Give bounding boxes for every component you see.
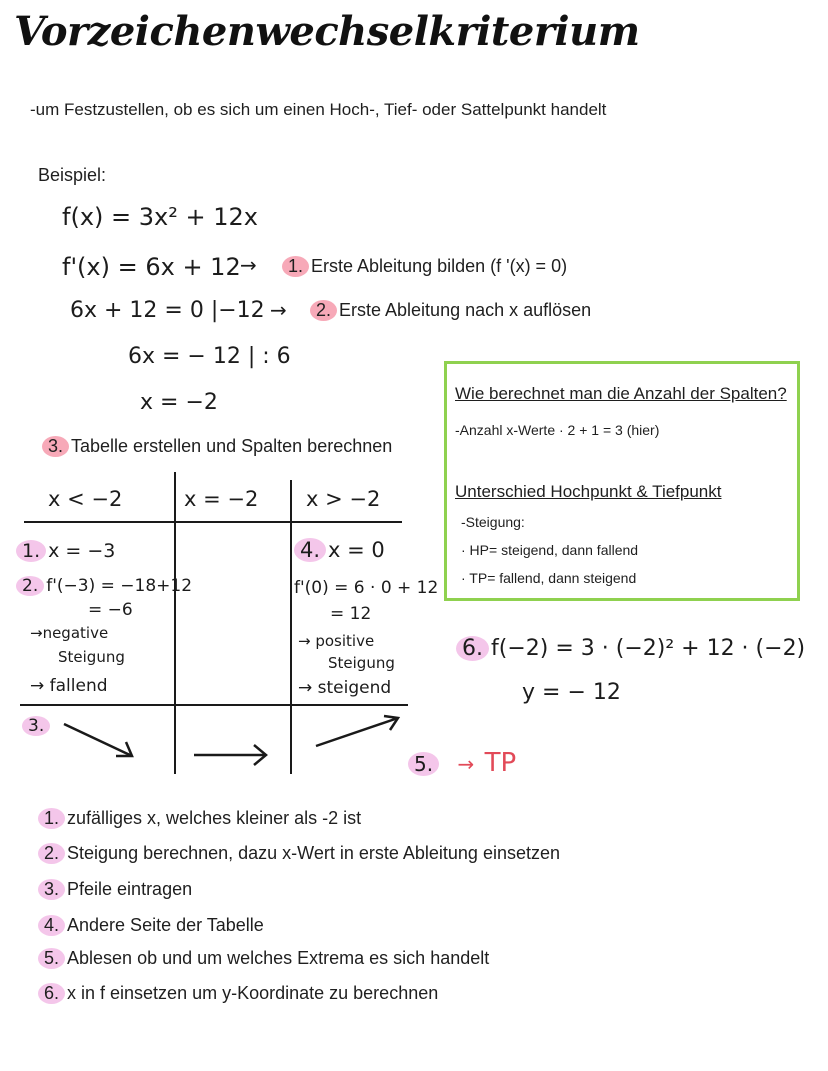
steps-item-2-text: Steigung berechnen, dazu x-Wert in erste Ableitung einsetzen <box>67 843 560 863</box>
info-hp-line: · HP= steigend, dann fallend <box>461 542 639 558</box>
step3-number: 3. <box>42 436 69 457</box>
right-step4 <box>294 538 385 562</box>
right-note-positive: → positive <box>298 632 375 650</box>
info-slope-label: -Steigung: <box>461 514 525 530</box>
info-box <box>444 361 800 601</box>
info-tp-line: · TP= fallend, dann steigend <box>461 570 637 586</box>
steps-item-6 <box>38 983 438 1004</box>
left-calc: f'(−3) = −18+12 <box>46 576 193 596</box>
left-note-slope: Steigung <box>58 648 125 666</box>
step5-row <box>408 748 516 778</box>
x-solution: x = −2 <box>140 390 218 415</box>
steps-item-3-number: 3. <box>38 879 65 900</box>
table-header-right: x > −2 <box>306 487 381 511</box>
step3-text: Tabelle erstellen und Spalten berechnen <box>71 436 393 456</box>
arrow-right-icon <box>192 740 272 770</box>
left-note-negative: →negative <box>30 624 109 642</box>
steps-item-5 <box>38 948 489 969</box>
left-step1 <box>16 540 115 562</box>
info-heading-columns: Wie berechnet man die Anzahl der Spalten? <box>455 384 787 403</box>
right-note-slope: Steigung <box>328 654 395 672</box>
info-heading-difference: Unterschied Hochpunkt & Tiefpunkt <box>455 482 722 501</box>
table-header-line <box>24 521 402 523</box>
row3-label <box>22 716 52 736</box>
steps-item-4 <box>38 915 264 936</box>
steps-item-1 <box>38 808 361 829</box>
left-x-value: x = −3 <box>48 540 116 562</box>
step5-arrow: → <box>457 752 475 776</box>
left-step2-number: 2. <box>16 576 44 596</box>
steps-item-3 <box>38 879 192 900</box>
table-header-mid: x = −2 <box>184 487 259 511</box>
right-step4-number: 4. <box>294 538 326 562</box>
step6-number: 6. <box>456 636 489 661</box>
left-note-falling: → fallend <box>30 676 108 696</box>
step1-annotation <box>282 256 567 277</box>
steps-item-4-text: Andere Seite der Tabelle <box>67 915 264 935</box>
derivative-line: f'(x) = 6x + 12 <box>62 253 241 281</box>
steps-item-5-text: Ablesen ob und um welches Extrema es sich handelt <box>67 948 490 968</box>
divide-line: 6x = − 12 | : 6 <box>128 344 291 369</box>
step2-number: 2. <box>310 300 337 321</box>
steps-item-4-number: 4. <box>38 915 65 936</box>
step2-annotation <box>310 300 591 321</box>
row3-number: 3. <box>22 716 50 736</box>
steps-item-2 <box>38 843 560 864</box>
steps-item-5-number: 5. <box>38 948 65 969</box>
left-step1-number: 1. <box>16 540 46 562</box>
page-title: Vorzeichenwechselkriterium <box>14 8 640 55</box>
step5-result: TP <box>484 748 517 778</box>
right-calc-result: = 12 <box>330 604 372 624</box>
info-columns-formula: -Anzahl x-Werte · 2 + 1 = 3 (hier) <box>455 422 660 438</box>
function-line: f(x) = 3x² + 12x <box>62 203 258 231</box>
steps-item-3-text: Pfeile eintragen <box>67 879 193 899</box>
step6-formula-row <box>456 636 805 661</box>
equation-line: 6x + 12 = 0 |−12 <box>70 298 265 323</box>
steps-item-2-number: 2. <box>38 843 65 864</box>
table-row-line <box>20 704 408 706</box>
step1-text: Erste Ableitung bilden (f '(x) = 0) <box>311 256 568 276</box>
example-label: Beispiel: <box>38 165 107 185</box>
arrow-step1: → <box>240 253 257 277</box>
steps-item-1-text: zufälliges x, welches kleiner als -2 ist <box>67 808 362 828</box>
table-divider-1 <box>174 472 176 774</box>
arrow-step2: → <box>270 298 287 322</box>
step6-formula: f(−2) = 3 · (−2)² + 12 · (−2) <box>491 636 806 661</box>
subtitle: -um Festzustellen, ob es sich um einen Hoch-, Tief- oder Sattelpunkt handelt <box>30 100 607 119</box>
steps-item-6-text: x in f einsetzen um y-Koordinate zu berechnen <box>67 983 439 1003</box>
step5-number: 5. <box>408 752 439 776</box>
right-calc: f'(0) = 6 · 0 + 12 <box>294 578 439 598</box>
table-divider-2 <box>290 480 292 774</box>
arrow-up-icon <box>312 712 404 752</box>
steps-item-6-number: 6. <box>38 983 65 1004</box>
step6-result: y = − 12 <box>522 680 621 705</box>
arrow-down-icon <box>60 718 140 763</box>
steps-item-1-number: 1. <box>38 808 65 829</box>
left-calc-result: = −6 <box>88 600 133 620</box>
right-note-rising: → steigend <box>298 678 392 698</box>
step2-text: Erste Ableitung nach x auflösen <box>339 300 592 320</box>
step1-number: 1. <box>282 256 309 277</box>
table-header-left: x < −2 <box>48 487 123 511</box>
step3-heading <box>42 436 392 457</box>
left-step2 <box>16 576 192 596</box>
right-x-value: x = 0 <box>328 538 385 562</box>
